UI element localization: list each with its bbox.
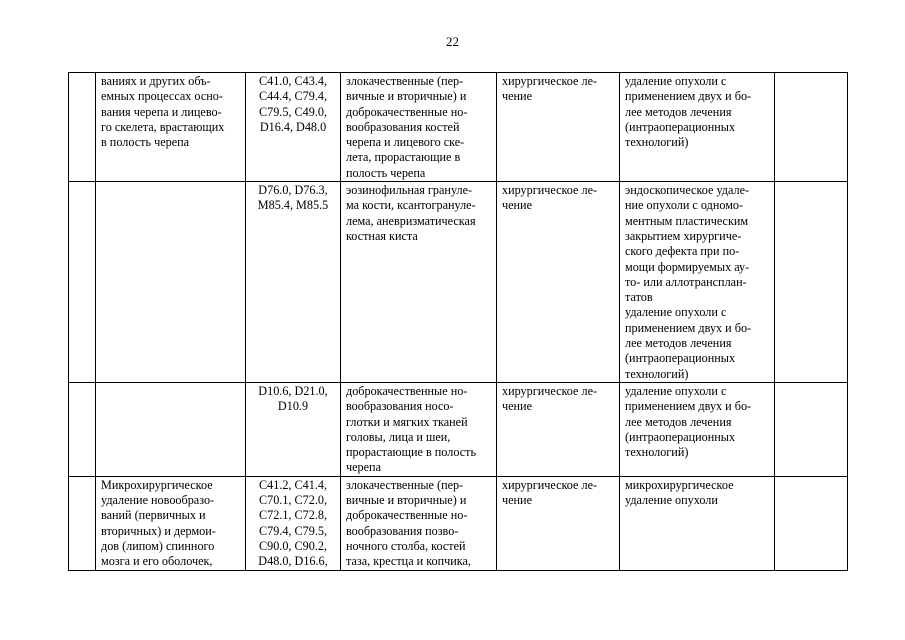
icd-codes-cell: D76.0, D76.3, M85.4, M85.5 <box>246 182 341 383</box>
medical-care-table <box>68 72 848 571</box>
table-row <box>69 73 848 182</box>
extra-cell <box>775 382 848 476</box>
treatment-method-cell: эндоскопическое удале- ние опухоли с одномо- ментным пластическим закрытием хирургиче- ского дефекта при по- мощи формируемых ау- то- или аллотрансплан- татов удаление опухоли с применением двух и бо- лее методов лечения (интраоперационных технологий) <box>620 182 775 383</box>
row-number-cell <box>69 73 96 182</box>
patient-model-cell: злокачественные (пер- вичные и вторичные) и доброкачественные но- вообразования позво- ночного столба, костей таза, крестца и копчика, <box>341 476 497 570</box>
icd-codes-cell: D10.6, D21.0, D10.9 <box>246 382 341 476</box>
table-row <box>69 182 848 383</box>
page-number: 22 <box>446 34 459 49</box>
treatment-type-cell: хирургическое ле- чение <box>497 182 620 383</box>
treatment-method-cell: микрохирургическое удаление опухоли <box>620 476 775 570</box>
extra-cell <box>775 182 848 383</box>
table-row <box>69 382 848 476</box>
row-number-cell <box>69 476 96 570</box>
table-row <box>69 476 848 570</box>
intervention-name-cell <box>96 182 246 383</box>
icd-codes-cell: C41.2, C41.4, C70.1, C72.0, C72.1, C72.8, C79.4, C79.5, C90.0, C90.2, D48.0, D16.6, <box>246 476 341 570</box>
row-number-cell <box>69 382 96 476</box>
icd-codes-cell: C41.0, C43.4, C44.4, C79.4, C79.5, C49.0, D16.4, D48.0 <box>246 73 341 182</box>
patient-model-cell: доброкачественные но- вообразования носо- глотки и мягких тканей головы, лица и шеи, прорастающие в полость черепа <box>341 382 497 476</box>
row-number-cell <box>69 182 96 383</box>
treatment-type-cell: хирургическое ле- чение <box>497 476 620 570</box>
extra-cell <box>775 476 848 570</box>
intervention-name-cell: Микрохирургическое удаление новообразо- ваний (первичных и вторичных) и дермои- дов (липом) спинного мозга и его оболочек, <box>96 476 246 570</box>
intervention-name-cell: ваниях и других объ- емных процессах осно- вания черепа и лицево- го скелета, врастающих в полость черепа <box>96 73 246 182</box>
treatment-type-cell: хирургическое ле- чение <box>497 73 620 182</box>
treatment-type-cell: хирургическое ле- чение <box>497 382 620 476</box>
patient-model-cell: злокачественные (пер- вичные и вторичные) и доброкачественные но- вообразования костей черепа и лицевого ске- лета, прорастающие в полость черепа <box>341 73 497 182</box>
treatment-method-cell: удаление опухоли с применением двух и бо- лее методов лечения (интраоперационных технологий) <box>620 73 775 182</box>
patient-model-cell: эозинофильная грануле- ма кости, ксантогрануле- лема, аневризматическая костная киста <box>341 182 497 383</box>
treatment-method-cell: удаление опухоли с применением двух и бо- лее методов лечения (интраоперационных технологий) <box>620 382 775 476</box>
intervention-name-cell <box>96 382 246 476</box>
extra-cell <box>775 73 848 182</box>
